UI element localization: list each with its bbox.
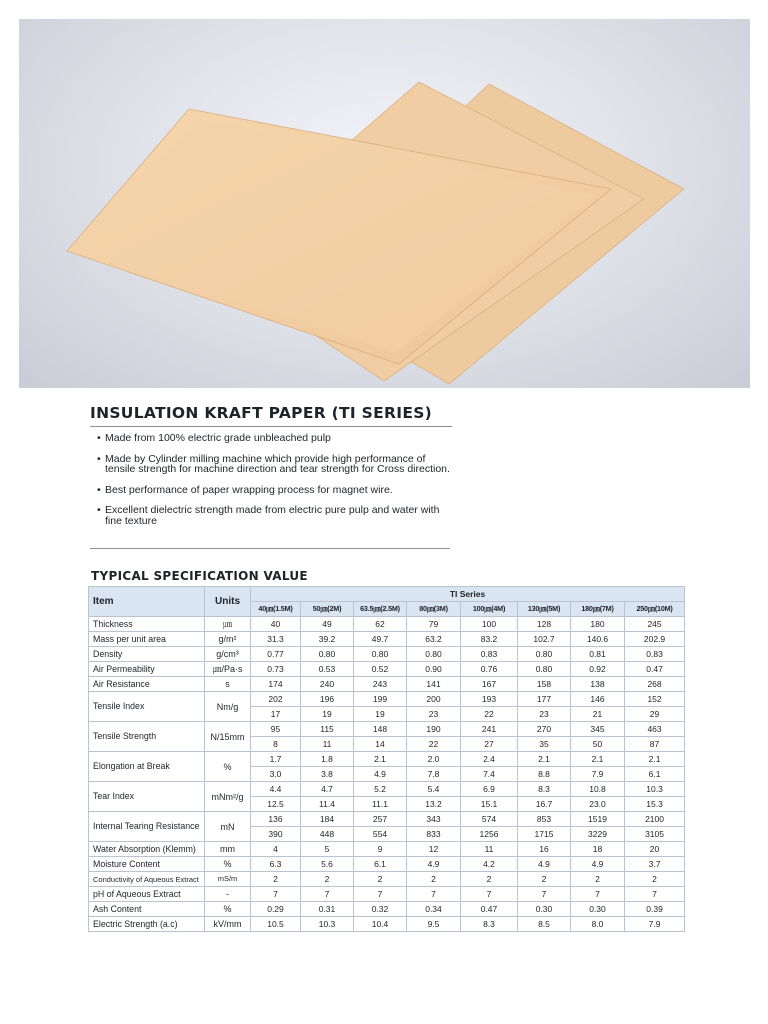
value-cell: 7 <box>518 887 571 902</box>
value-cell: 193 <box>461 692 518 707</box>
value-cell: 40 <box>251 617 301 632</box>
value-cell: 10.4 <box>354 917 407 932</box>
value-cell: 2 <box>301 872 354 887</box>
series-header: TI Series <box>251 587 685 602</box>
value-cell: 0.31 <box>301 902 354 917</box>
value-cell: 12.5 <box>251 797 301 812</box>
feature-item: • Made from 100% electric grade unbleached pulp <box>92 433 452 444</box>
value-cell: 8.5 <box>518 917 571 932</box>
value-cell: 3105 <box>625 827 685 842</box>
value-cell: 0.30 <box>571 902 625 917</box>
value-cell: 270 <box>518 722 571 737</box>
value-cell: 4.7 <box>301 782 354 797</box>
value-cell: 5.2 <box>354 782 407 797</box>
value-cell: 0.76 <box>461 662 518 677</box>
spec-table-body <box>89 617 685 932</box>
value-cell: 83.2 <box>461 632 518 647</box>
table-row <box>89 857 685 872</box>
value-cell: 0.29 <box>251 902 301 917</box>
value-cell: 7 <box>625 887 685 902</box>
value-cell: 8.3 <box>461 917 518 932</box>
value-cell: 0.80 <box>407 647 461 662</box>
value-cell: 6.1 <box>354 857 407 872</box>
units-header: Units <box>205 587 251 617</box>
value-cell: 202 <box>251 692 301 707</box>
value-cell: 23 <box>407 707 461 722</box>
value-cell: 0.47 <box>625 662 685 677</box>
value-cell: 39.2 <box>301 632 354 647</box>
value-cell: 7 <box>301 887 354 902</box>
value-cell: 7 <box>251 887 301 902</box>
unit-cell: mm <box>205 842 251 857</box>
value-cell: 11.4 <box>301 797 354 812</box>
item-header: Item <box>89 587 205 617</box>
value-cell: 574 <box>461 812 518 827</box>
item-cell: Internal Tearing Resistance <box>89 812 205 842</box>
value-cell: 49.7 <box>354 632 407 647</box>
item-cell: Ash Content <box>89 902 205 917</box>
table-row <box>89 902 685 917</box>
value-cell: 0.92 <box>571 662 625 677</box>
value-cell: 8 <box>251 737 301 752</box>
feature-list <box>92 433 452 536</box>
unit-cell: mS/m <box>205 872 251 887</box>
item-cell: Moisture Content <box>89 857 205 872</box>
value-cell: 2.4 <box>461 752 518 767</box>
value-cell: 128 <box>518 617 571 632</box>
value-cell: 9.5 <box>407 917 461 932</box>
value-cell: 241 <box>461 722 518 737</box>
item-cell: Density <box>89 647 205 662</box>
value-cell: 4.9 <box>407 857 461 872</box>
value-cell: 7 <box>407 887 461 902</box>
value-cell: 240 <box>301 677 354 692</box>
value-cell: 245 <box>625 617 685 632</box>
unit-cell: kV/mm <box>205 917 251 932</box>
value-cell: 0.30 <box>518 902 571 917</box>
table-row <box>89 887 685 902</box>
value-cell: 190 <box>407 722 461 737</box>
value-cell: 63.2 <box>407 632 461 647</box>
value-cell: 0.80 <box>518 662 571 677</box>
value-cell: 95 <box>251 722 301 737</box>
value-cell: 200 <box>407 692 461 707</box>
value-cell: 0.77 <box>251 647 301 662</box>
value-cell: 1256 <box>461 827 518 842</box>
unit-cell: % <box>205 857 251 872</box>
value-cell: 18 <box>571 842 625 857</box>
grade-header: 50㎛(2M) <box>301 602 354 617</box>
value-cell: 8.3 <box>518 782 571 797</box>
value-cell: 2.1 <box>518 752 571 767</box>
value-cell: 7.9 <box>571 767 625 782</box>
value-cell: 19 <box>301 707 354 722</box>
page-title: INSULATION KRAFT PAPER (TI SERIES) <box>90 404 452 427</box>
value-cell: 7 <box>461 887 518 902</box>
item-cell: Air Permeability <box>89 662 205 677</box>
value-cell: 2 <box>354 872 407 887</box>
value-cell: 3229 <box>571 827 625 842</box>
value-cell: 20 <box>625 842 685 857</box>
unit-cell: ㎛/Pa·s <box>205 662 251 677</box>
value-cell: 554 <box>354 827 407 842</box>
value-cell: 11 <box>461 842 518 857</box>
grade-header: 80㎛(3M) <box>407 602 461 617</box>
value-cell: 29 <box>625 707 685 722</box>
value-cell: 0.80 <box>354 647 407 662</box>
value-cell: 10.3 <box>625 782 685 797</box>
unit-cell: s <box>205 677 251 692</box>
item-cell: Thickness <box>89 617 205 632</box>
value-cell: 102.7 <box>518 632 571 647</box>
value-cell: 0.81 <box>571 647 625 662</box>
unit-cell: ㎛ <box>205 617 251 632</box>
item-cell: Tear Index <box>89 782 205 812</box>
table-row <box>89 812 685 827</box>
unit-cell: N/15mm <box>205 722 251 752</box>
value-cell: 2 <box>407 872 461 887</box>
table-row <box>89 632 685 647</box>
value-cell: 0.34 <box>407 902 461 917</box>
value-cell: 0.32 <box>354 902 407 917</box>
value-cell: 7 <box>354 887 407 902</box>
value-cell: 4.2 <box>461 857 518 872</box>
value-cell: 2.1 <box>625 752 685 767</box>
divider <box>90 548 450 549</box>
value-cell: 136 <box>251 812 301 827</box>
value-cell: 8.8 <box>518 767 571 782</box>
value-cell: 140.6 <box>571 632 625 647</box>
value-cell: 10.5 <box>251 917 301 932</box>
value-cell: 62 <box>354 617 407 632</box>
table-row <box>89 722 685 737</box>
value-cell: 138 <box>571 677 625 692</box>
spec-table <box>88 586 685 932</box>
value-cell: 180 <box>571 617 625 632</box>
value-cell: 146 <box>571 692 625 707</box>
value-cell: 174 <box>251 677 301 692</box>
value-cell: 463 <box>625 722 685 737</box>
value-cell: 853 <box>518 812 571 827</box>
value-cell: 87 <box>625 737 685 752</box>
spec-section-title: TYPICAL SPECIFICATION VALUE <box>91 569 308 583</box>
item-cell: Conductivity of Aqueous Extract <box>89 872 205 887</box>
unit-cell: mN <box>205 812 251 842</box>
value-cell: 0.39 <box>625 902 685 917</box>
value-cell: 148 <box>354 722 407 737</box>
value-cell: 152 <box>625 692 685 707</box>
value-cell: 2.1 <box>571 752 625 767</box>
grade-header: 180㎛(7M) <box>571 602 625 617</box>
table-row <box>89 842 685 857</box>
value-cell: 11 <box>301 737 354 752</box>
table-row <box>89 677 685 692</box>
value-cell: 16.7 <box>518 797 571 812</box>
unit-cell: - <box>205 887 251 902</box>
value-cell: 0.47 <box>461 902 518 917</box>
unit-cell: g/m² <box>205 632 251 647</box>
value-cell: 196 <box>301 692 354 707</box>
table-row <box>89 692 685 707</box>
value-cell: 14 <box>354 737 407 752</box>
value-cell: 141 <box>407 677 461 692</box>
value-cell: 4 <box>251 842 301 857</box>
grade-header: 63.5㎛(2.5M) <box>354 602 407 617</box>
table-row <box>89 872 685 887</box>
value-cell: 158 <box>518 677 571 692</box>
value-cell: 7 <box>571 887 625 902</box>
value-cell: 19 <box>354 707 407 722</box>
item-cell: Tensile Strength <box>89 722 205 752</box>
value-cell: 11.1 <box>354 797 407 812</box>
value-cell: 2 <box>461 872 518 887</box>
table-row <box>89 917 685 932</box>
value-cell: 2 <box>518 872 571 887</box>
value-cell: 167 <box>461 677 518 692</box>
table-row <box>89 647 685 662</box>
unit-cell: mNm²/g <box>205 782 251 812</box>
value-cell: 0.52 <box>354 662 407 677</box>
value-cell: 4.9 <box>518 857 571 872</box>
value-cell: 2.0 <box>407 752 461 767</box>
value-cell: 2.1 <box>354 752 407 767</box>
value-cell: 8.0 <box>571 917 625 932</box>
value-cell: 184 <box>301 812 354 827</box>
value-cell: 7.8 <box>407 767 461 782</box>
value-cell: 833 <box>407 827 461 842</box>
value-cell: 5.4 <box>407 782 461 797</box>
unit-cell: % <box>205 902 251 917</box>
item-cell: pH of Aqueous Extract <box>89 887 205 902</box>
value-cell: 22 <box>407 737 461 752</box>
value-cell: 0.83 <box>625 647 685 662</box>
value-cell: 1715 <box>518 827 571 842</box>
feature-item: • Best performance of paper wrapping process for magnet wire. <box>92 485 452 496</box>
value-cell: 4.4 <box>251 782 301 797</box>
item-cell: Electric Strength (a.c) <box>89 917 205 932</box>
item-cell: Water Absorption (Klemm) <box>89 842 205 857</box>
value-cell: 7.9 <box>625 917 685 932</box>
value-cell: 268 <box>625 677 685 692</box>
value-cell: 343 <box>407 812 461 827</box>
value-cell: 115 <box>301 722 354 737</box>
value-cell: 13.2 <box>407 797 461 812</box>
table-row <box>89 782 685 797</box>
value-cell: 0.80 <box>301 647 354 662</box>
grade-header: 100㎛(4M) <box>461 602 518 617</box>
value-cell: 2 <box>571 872 625 887</box>
value-cell: 5 <box>301 842 354 857</box>
feature-item: • Excellent dielectric strength made from electric pure pulp and water with fine texture <box>92 505 452 526</box>
value-cell: 2 <box>625 872 685 887</box>
value-cell: 6.1 <box>625 767 685 782</box>
value-cell: 23.0 <box>571 797 625 812</box>
value-cell: 0.73 <box>251 662 301 677</box>
table-row <box>89 662 685 677</box>
unit-cell: g/cm³ <box>205 647 251 662</box>
value-cell: 202.9 <box>625 632 685 647</box>
value-cell: 177 <box>518 692 571 707</box>
value-cell: 10.3 <box>301 917 354 932</box>
value-cell: 0.83 <box>461 647 518 662</box>
value-cell: 257 <box>354 812 407 827</box>
value-cell: 5.6 <box>301 857 354 872</box>
value-cell: 2100 <box>625 812 685 827</box>
value-cell: 15.3 <box>625 797 685 812</box>
value-cell: 31.3 <box>251 632 301 647</box>
grade-header: 40㎛(1.5M) <box>251 602 301 617</box>
product-photo <box>19 19 750 388</box>
value-cell: 448 <box>301 827 354 842</box>
value-cell: 1519 <box>571 812 625 827</box>
value-cell: 243 <box>354 677 407 692</box>
value-cell: 6.9 <box>461 782 518 797</box>
value-cell: 3.0 <box>251 767 301 782</box>
value-cell: 1.7 <box>251 752 301 767</box>
grade-header: 130㎛(5M) <box>518 602 571 617</box>
value-cell: 4.9 <box>354 767 407 782</box>
value-cell: 17 <box>251 707 301 722</box>
value-cell: 100 <box>461 617 518 632</box>
value-cell: 79 <box>407 617 461 632</box>
value-cell: 390 <box>251 827 301 842</box>
unit-cell: Nm/g <box>205 692 251 722</box>
value-cell: 0.80 <box>518 647 571 662</box>
value-cell: 50 <box>571 737 625 752</box>
unit-cell: % <box>205 752 251 782</box>
value-cell: 22 <box>461 707 518 722</box>
item-cell: Air Resistance <box>89 677 205 692</box>
value-cell: 3.7 <box>625 857 685 872</box>
value-cell: 6.3 <box>251 857 301 872</box>
value-cell: 16 <box>518 842 571 857</box>
item-cell: Tensile Index <box>89 692 205 722</box>
item-cell: Mass per unit area <box>89 632 205 647</box>
value-cell: 0.90 <box>407 662 461 677</box>
value-cell: 49 <box>301 617 354 632</box>
value-cell: 3.8 <box>301 767 354 782</box>
value-cell: 2 <box>251 872 301 887</box>
value-cell: 345 <box>571 722 625 737</box>
grade-header: 250㎛(10M) <box>625 602 685 617</box>
value-cell: 21 <box>571 707 625 722</box>
value-cell: 199 <box>354 692 407 707</box>
kraft-paper-sheets-photo <box>19 19 750 388</box>
value-cell: 15.1 <box>461 797 518 812</box>
table-row <box>89 752 685 767</box>
table-row <box>89 617 685 632</box>
value-cell: 0.53 <box>301 662 354 677</box>
value-cell: 4.9 <box>571 857 625 872</box>
value-cell: 12 <box>407 842 461 857</box>
value-cell: 10.8 <box>571 782 625 797</box>
value-cell: 23 <box>518 707 571 722</box>
value-cell: 9 <box>354 842 407 857</box>
feature-item: • Made by Cylinder milling machine which provide high performance of tensile strength for machine direction and tear strength for Cross direction. <box>92 454 452 475</box>
value-cell: 27 <box>461 737 518 752</box>
value-cell: 7.4 <box>461 767 518 782</box>
item-cell: Elongation at Break <box>89 752 205 782</box>
value-cell: 1.8 <box>301 752 354 767</box>
value-cell: 35 <box>518 737 571 752</box>
